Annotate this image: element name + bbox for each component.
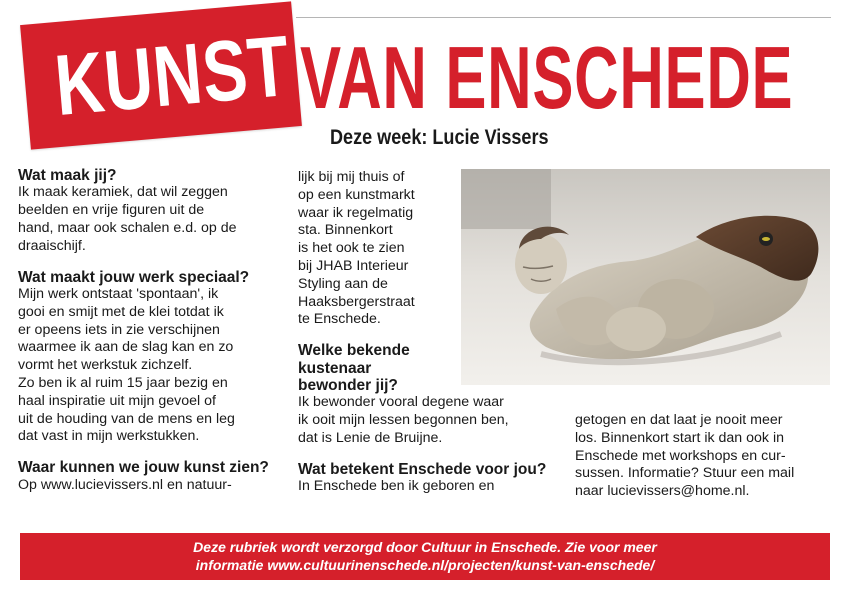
answer-line: beelden en vrije figuren uit de xyxy=(18,202,205,219)
top-rule xyxy=(296,17,831,18)
answer-line: waar ik regelmatig xyxy=(298,204,414,221)
answer-line: te Enschede. xyxy=(298,311,381,328)
question-heading: bewonder jij? xyxy=(298,376,398,394)
question-heading: Waar kunnen we jouw kunst zien? xyxy=(18,459,269,477)
column-3 xyxy=(575,412,835,501)
question-heading: Welke bekende xyxy=(298,342,410,360)
answer-line: hand, maar ook schalen e.d. op de xyxy=(18,220,237,236)
answer-line: dat vast in mijn werkstukken. xyxy=(18,428,200,445)
footer-banner xyxy=(20,533,830,580)
answer-line: Mijn werk ontstaat 'spontaan', ik xyxy=(18,286,219,302)
answer-line: op een kunstmarkt xyxy=(298,186,415,203)
page-subtitle: Deze week: Lucie Vissers xyxy=(330,126,549,149)
answer-line: Haaksbergerstraat xyxy=(298,293,415,310)
answer-line: vormt het werkstuk zichzelf. xyxy=(18,357,193,374)
answer-line: haal inspiratie uit mijn gevoel of xyxy=(18,392,216,409)
answer-line: bij JHAB Interieur xyxy=(298,257,409,274)
answer-line: Ik maak keramiek, dat wil zeggen xyxy=(18,184,228,201)
answer-line: los. Binnenkort start ik dan ook in xyxy=(575,429,784,446)
answer-line: uit de houding van de mens en leg xyxy=(18,410,235,427)
question-heading: Wat maakt jouw werk speciaal? xyxy=(18,268,250,286)
question-heading: Wat maak jij? xyxy=(18,167,117,184)
answer-line: Styling aan de xyxy=(298,275,388,292)
column-1 xyxy=(18,167,288,494)
footer-line: informatie www.cultuurinenschede.nl/projecten/kunst-van-enschede/ xyxy=(195,557,655,573)
question-heading: kustenaar xyxy=(298,359,372,377)
answer-line: sussen. Informatie? Stuur een mail xyxy=(575,465,795,482)
question-heading: Wat betekent Enschede voor jou? xyxy=(298,460,547,478)
answer-line: is het ook te zien xyxy=(298,240,405,257)
answer-line: lijk bij mij thuis of xyxy=(298,169,405,185)
sculpture-illustration xyxy=(461,169,830,385)
answer-line: Ik bewonder vooral degene waar xyxy=(298,394,504,411)
answer-line: dat is Lenie de Bruijne. xyxy=(298,429,443,446)
page-title: VAN ENSCHEDE xyxy=(300,28,794,127)
answer-line: gooi en smijt met de klei totdat ik xyxy=(18,303,224,320)
answer-line: er opeens iets in zie verschijnen xyxy=(18,321,220,338)
answer-line: Zo ben ik al ruim 15 jaar bezig en xyxy=(18,374,228,391)
answer-line: waarmee ik aan de slag kan en zo xyxy=(18,339,234,356)
answer-line: Op www.lucievissers.nl en natuur- xyxy=(18,476,232,493)
sculpture-photo xyxy=(461,169,830,385)
footer-line: Deze rubriek wordt verzorgd door Cultuur in Enschede. Zie voor meer xyxy=(193,539,657,555)
answer-line: naar lucievissers@home.nl. xyxy=(575,483,750,500)
answer-line: Enschede met workshops en cur- xyxy=(575,447,786,464)
answer-line: draaischijf. xyxy=(18,237,86,254)
answer-line: ik ooit mijn lessen begonnen ben, xyxy=(298,412,509,429)
answer-line: In Enschede ben ik geboren en xyxy=(298,478,495,495)
logo-text: KUNST xyxy=(51,17,294,135)
answer-line: sta. Binnenkort xyxy=(298,222,393,239)
answer-line: getogen en dat laat je nooit meer xyxy=(575,412,783,428)
logo-badge xyxy=(20,1,302,149)
